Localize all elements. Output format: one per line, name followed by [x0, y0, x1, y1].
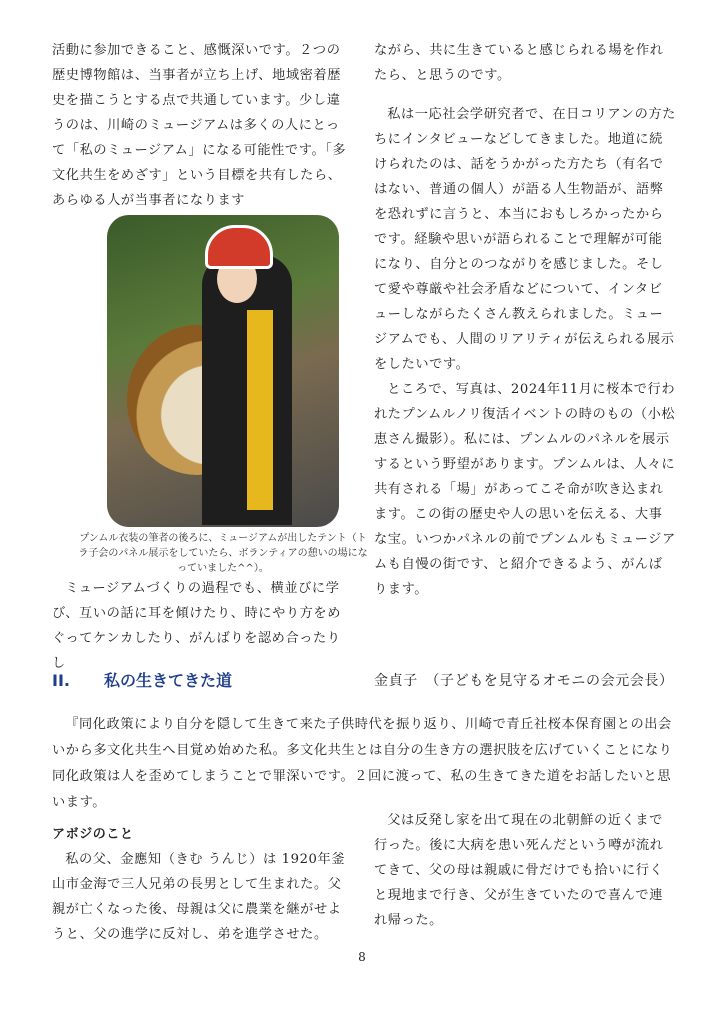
- section-number: II.: [52, 671, 70, 690]
- right-column-bottom: [374, 808, 676, 933]
- subheading: アボジのこと: [52, 827, 134, 842]
- page-number: 8: [358, 950, 366, 964]
- author-line: 金貞子 （子どもを見守るオモニの会元会長）: [374, 673, 674, 689]
- paragraph: 父は反発し家を出て現在の北朝鮮の近くまで行った。後に大病を患い死んだという噂が流れてきて、父の母は親戚に骨だけでも拾いに行くと現地まで行き、父が生きていたので喜んで連れ帰った。: [374, 813, 664, 928]
- right-column-top: [374, 38, 676, 602]
- paragraph: ところで、写真は、2024年11月に桜本で行われたプンムルノリ復活イベントの時のもの（小松恵さん撮影）。私には、プンムルのパネルを展示するという野望があります。プンムルは、人々に共有される「場」があってこそ命が吹き込まれます。この街の歴史や人の思いを伝える、大事な宝。いつかパネルの前でプンムルもミュージアムも自慢の街です、と紹介できるよう、がんばります。: [374, 382, 676, 597]
- left-column-middle: [52, 576, 350, 676]
- sash-graphic: [247, 310, 273, 510]
- intro-paragraph-block: [52, 712, 676, 816]
- section-heading: [52, 668, 232, 691]
- paragraph: 私は一応社会学研究者で、在日コリアンの方たちにインタビューなどしてきました。地道に続けられたのは、話をうかがった方たち（有名ではない、普通の個人）が語る人生物語が、語弊を恐れずに言うと、本当におもしろかったからです。経験や思いが語られることで理解が可能になり、自分とのつながりを感じました。そして愛や尊厳や社会矛盾などについて、インタビューしながらたくさん教えられました。ミュージアムでも、人間のリアリティが伝えられる展示をしたいです。: [374, 107, 676, 372]
- left-column-top: [52, 38, 350, 213]
- paragraph: ミュージアムづくりの過程でも、横並びに学び、互いの話に耳を傾けたり、時にやり方をめぐってケンカしたり、がんばりを認め合ったりし: [52, 581, 342, 671]
- paragraph: 『同化政策により自分を隠して生きて来た子供時代を振り返り、川崎で青丘社桜本保育園との出会いから多文化共生へ目覚め始めた私。多文化共生とは自分の生き方の選択肢を広げていくことになり同化政策は人を歪めてしまうことで罪深いです。２回に渡って、私の生きてきた道をお話したいと思います。: [52, 717, 673, 810]
- hat-graphic: [205, 225, 273, 269]
- section-title: 私の生きてきた道: [103, 671, 232, 690]
- event-photo: [107, 215, 339, 527]
- left-column-bottom: [52, 822, 350, 947]
- photo-caption: プンムル衣装の筆者の後ろに、ミュージアムが出したテント（トラ子会のパネル展示をしていたら、ボランティアの憩いの場になっていました^^）。: [78, 533, 368, 574]
- paragraph: ながら、共に生きていると感じられる場を作れたら、と思うのです。: [374, 43, 664, 83]
- paragraph: 活動に参加できること、感慨深いです。２つの歴史博物館は、当事者が立ち上げ、地域密着歴史を描こうとする点で共通しています。少し違うのは、川崎のミュージアムは多くの人にとって「私のミュージアム」になる可能性です。「多文化共生をめざす」という目標を共有したら、あらゆる人が当事者になります: [52, 43, 347, 208]
- paragraph: 私の父、金應知（きむ うんじ）は 1920年釜山市金海で三人兄弟の長男として生まれた。父親が亡くなった後、母親は父に農業を継がせようと、父の進学に反対し、弟を進学させた。: [52, 852, 346, 942]
